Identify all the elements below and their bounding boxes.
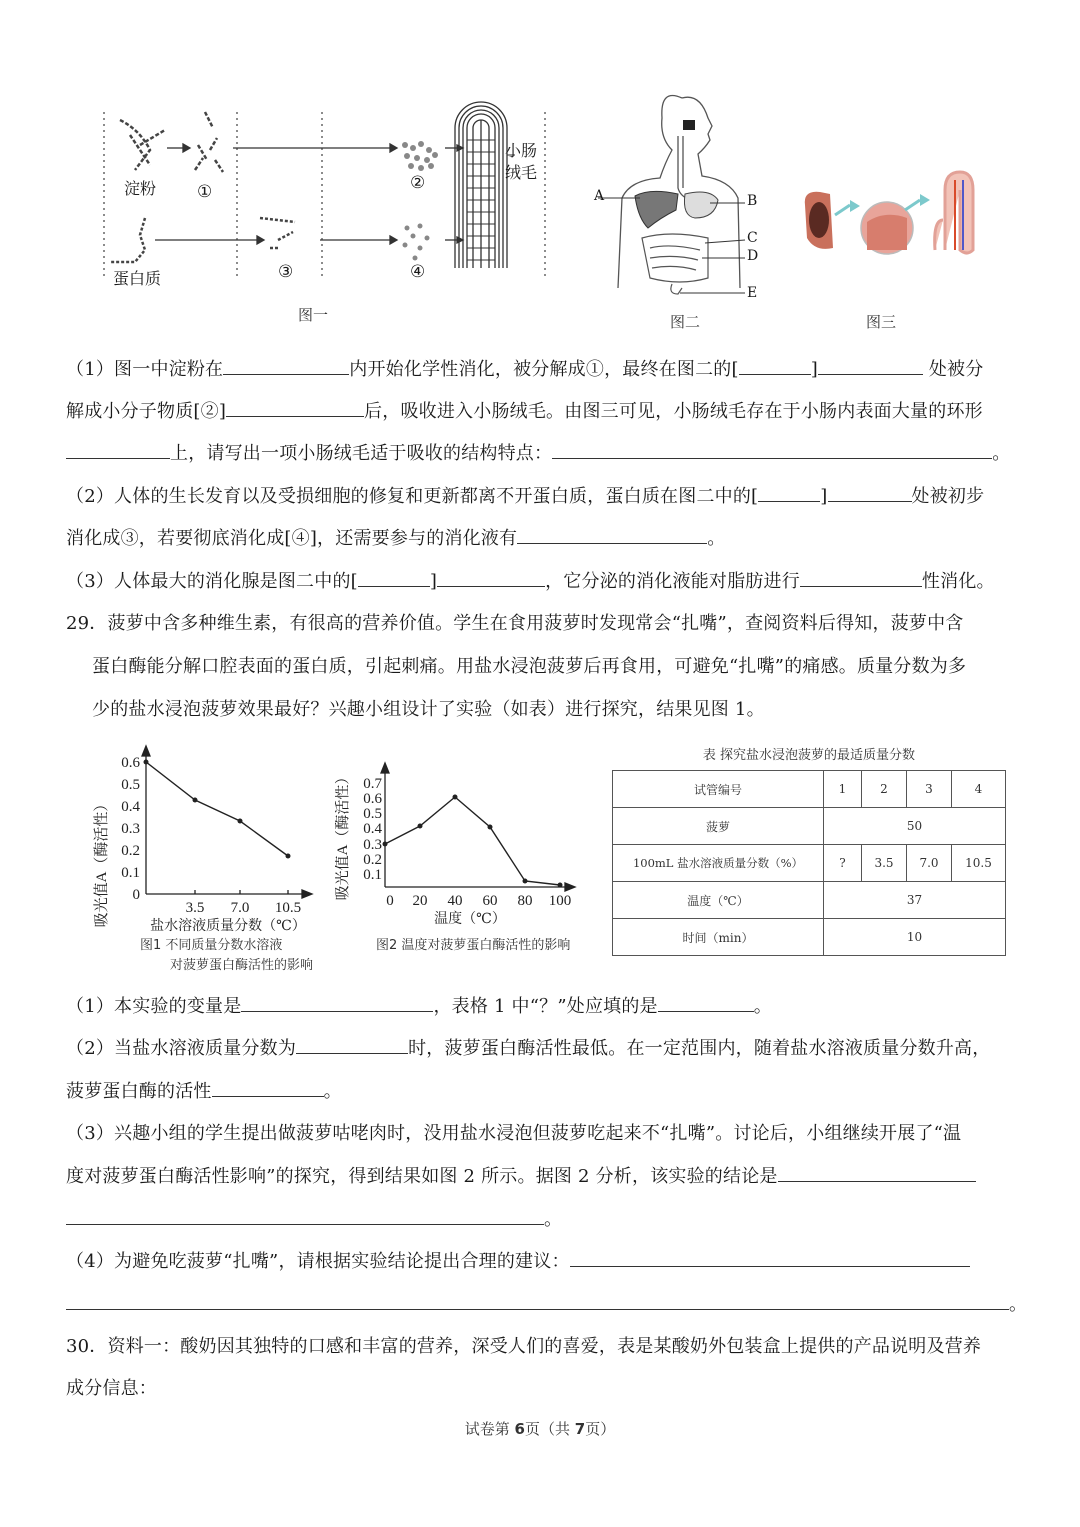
marker-1: ①: [197, 182, 213, 202]
figure-3-caption: 图三: [866, 313, 897, 331]
table-row: 温度（℃） 37: [613, 882, 1006, 919]
answer-blank[interactable]: [758, 485, 820, 502]
answer-blank[interactable]: [66, 442, 170, 459]
answer-blank[interactable]: [223, 358, 349, 375]
figure-2-caption: 图二: [670, 313, 701, 331]
svg-text:盐水溶液质量分数（℃）: 盐水溶液质量分数（℃）: [150, 919, 306, 934]
figure-2-digestive-system: [590, 88, 770, 303]
svg-text:0.1: 0.1: [363, 867, 382, 883]
svg-text:0.1: 0.1: [121, 865, 140, 881]
answer-blank[interactable]: [226, 400, 364, 417]
page-total: 7: [574, 1420, 586, 1438]
q28-part2-line2: 消化成③，若要彻底消化成[④]，还需要参与的消化液有 。: [66, 528, 726, 549]
answer-blank[interactable]: [552, 442, 992, 459]
q29-sub3-line3: 。: [66, 1208, 562, 1232]
answer-blank[interactable]: [818, 358, 923, 375]
marker-2: ②: [410, 173, 426, 193]
page-footer: 试卷第 6页（共 7页）: [464, 1420, 616, 1438]
svg-text:0.3: 0.3: [121, 821, 140, 837]
svg-text:0.6: 0.6: [363, 791, 382, 807]
figure-1-digestion-diagram: [95, 90, 555, 290]
q29-sub2-line2: 菠萝蛋白酶的活性 。: [66, 1081, 342, 1102]
label-B: B: [747, 193, 758, 209]
answer-blank[interactable]: [828, 485, 912, 502]
chart-1-caption-line2: 对菠萝蛋白酶活性的影响: [170, 958, 314, 973]
svg-text:吸光值A（酶活性）: 吸光值A（酶活性）: [335, 769, 351, 901]
answer-blank[interactable]: [778, 1165, 976, 1182]
q29-sub4-line2: 。: [66, 1293, 1027, 1317]
svg-text:0.5: 0.5: [121, 777, 140, 793]
label-villus-2: 绒毛: [505, 163, 538, 182]
label-A: A: [594, 188, 605, 204]
q29-sub2-line1: （2）当盐水溶液质量分数为 时，菠萝蛋白酶活性最低。在一定范围内，随着盐水溶液质量分数升高，: [66, 1038, 991, 1059]
q28-part2-line1: （2）人体的生长发育以及受损细胞的修复和更新都离不开蛋白质，蛋白质在图二中的[ ] 处被初步: [66, 486, 985, 507]
q29-intro-line3: 少的盐水浸泡菠萝效果最好？兴趣小组设计了实验（如表）进行探究，结果见图 1。: [92, 699, 765, 720]
q28-part1-line3: 上，请写出一项小肠绒毛适于吸收的结构特点： 。: [66, 442, 1010, 466]
answer-blank[interactable]: [212, 1080, 324, 1097]
svg-text:0.4: 0.4: [363, 821, 382, 837]
svg-text:100: 100: [548, 893, 572, 909]
figure-1-caption: 图一: [298, 306, 329, 324]
chart-2-temperature: [335, 755, 580, 935]
svg-text:0.3: 0.3: [363, 837, 382, 853]
answer-blank[interactable]: [800, 570, 922, 587]
svg-text:0.4: 0.4: [121, 799, 140, 815]
answer-blank[interactable]: [296, 1037, 408, 1054]
svg-text:80: 80: [517, 893, 533, 909]
q28-part3: （3）人体最大的消化腺是图二中的[ ] ，它分泌的消化液能对脂肪进行 性消化。: [66, 571, 995, 592]
label-D: D: [747, 248, 759, 264]
q29-sub1: （1）本实验的变量是 ，表格 1 中“？”处应填的是 。: [66, 996, 772, 1017]
q29-intro-line1: 29．菠萝中含多种维生素，有很高的营养价值。学生在食用菠萝时发现常会“扎嘴”，查阅资料后得知，菠萝中含: [66, 613, 964, 634]
experiment-table: [612, 770, 1006, 956]
svg-text:0.6: 0.6: [121, 755, 140, 771]
chart-2-caption: 图2 温度对菠萝蛋白酶活性的影响: [376, 938, 571, 953]
answer-blank[interactable]: [241, 995, 433, 1012]
answer-blank[interactable]: [66, 1208, 544, 1225]
answer-blank[interactable]: [570, 1250, 970, 1267]
svg-text:60: 60: [482, 893, 498, 909]
q28-part1-line1: （1）图一中淀粉在 内开始化学性消化，被分解成①，最终在图二的[ ] 处被分: [66, 359, 984, 380]
chart-2-line: [385, 797, 560, 885]
answer-blank[interactable]: [66, 1293, 1009, 1310]
svg-text:20: 20: [412, 893, 428, 909]
answer-blank[interactable]: [358, 570, 430, 587]
label-villus-1: 小肠: [505, 141, 538, 160]
label-protein: 蛋白质: [113, 269, 162, 288]
answer-blank[interactable]: [739, 358, 811, 375]
q29-sub3-line2: 度对菠萝蛋白酶活性影响”的探究，得到结果如图 2 所示。据图 2 分析，该实验的结论是: [66, 1165, 976, 1189]
svg-text:10.5: 10.5: [274, 900, 302, 916]
answer-blank[interactable]: [437, 570, 545, 587]
svg-text:40: 40: [447, 893, 463, 909]
label-starch: 淀粉: [124, 179, 157, 198]
page-number: 6: [514, 1420, 525, 1438]
svg-text:吸光值A（酶活性）: 吸光值A（酶活性）: [94, 796, 110, 928]
marker-4: ④: [410, 262, 426, 282]
label-E: E: [747, 285, 758, 301]
svg-text:3.5: 3.5: [185, 900, 205, 916]
table-row: 100mL 盐水溶液质量分数（%） ? 3.5 7.0 10.5: [613, 845, 1006, 882]
svg-text:7.0: 7.0: [230, 900, 250, 916]
chart-1-caption-line1: 图1 不同质量分数水溶液: [140, 938, 283, 953]
marker-3: ③: [278, 262, 294, 282]
table-row: 时间（min） 10: [613, 919, 1006, 956]
svg-text:0.2: 0.2: [121, 843, 140, 859]
q30-line1: 30．资料一：酸奶因其独特的口感和丰富的营养，深受人们的喜爱，表是某酸奶外包装盒上提供的产品说明及营养: [66, 1336, 982, 1357]
svg-text:0: 0: [386, 893, 394, 909]
svg-text:0.2: 0.2: [363, 852, 382, 868]
svg-text:温度（℃）: 温度（℃）: [434, 912, 506, 927]
q29-intro-line2: 蛋白酶能分解口腔表面的蛋白质，引起刺痛。用盐水浸泡菠萝后再食用，可避免“扎嘴”的痛感。质量分数为多: [92, 656, 967, 677]
q29-sub4-line1: （4）为避免吃菠萝“扎嘴”，请根据实验结论提出合理的建议：: [66, 1250, 970, 1274]
table-row: 菠萝 50: [613, 808, 1006, 845]
q30-line2: 成分信息：: [66, 1378, 157, 1399]
chart-1-line: [146, 762, 288, 856]
q29-sub3-line1: （3）兴趣小组的学生提出做菠萝咕咾肉时，没用盐水浸泡但菠萝吃起来不“扎嘴”。讨论后，小组继续开展了“温: [66, 1123, 962, 1144]
table-row: 试管编号 1 2 3 4: [613, 771, 1006, 808]
label-C: C: [747, 230, 758, 246]
answer-blank[interactable]: [517, 527, 707, 544]
figure-3-villus-illustration: [795, 160, 990, 260]
svg-text:0: 0: [132, 887, 140, 903]
q28-part1-line2: 解成小分子物质[②] 后，吸收进入小肠绒毛。由图三可见，小肠绒毛存在于小肠内表面大量的环形: [66, 401, 983, 422]
svg-text:0.7: 0.7: [363, 776, 382, 792]
answer-blank[interactable]: [658, 995, 754, 1012]
chart-1-salt-concentration: [88, 742, 318, 937]
svg-text:0.5: 0.5: [363, 806, 382, 822]
table-title: 表 探究盐水浸泡菠萝的最适质量分数: [702, 748, 916, 763]
